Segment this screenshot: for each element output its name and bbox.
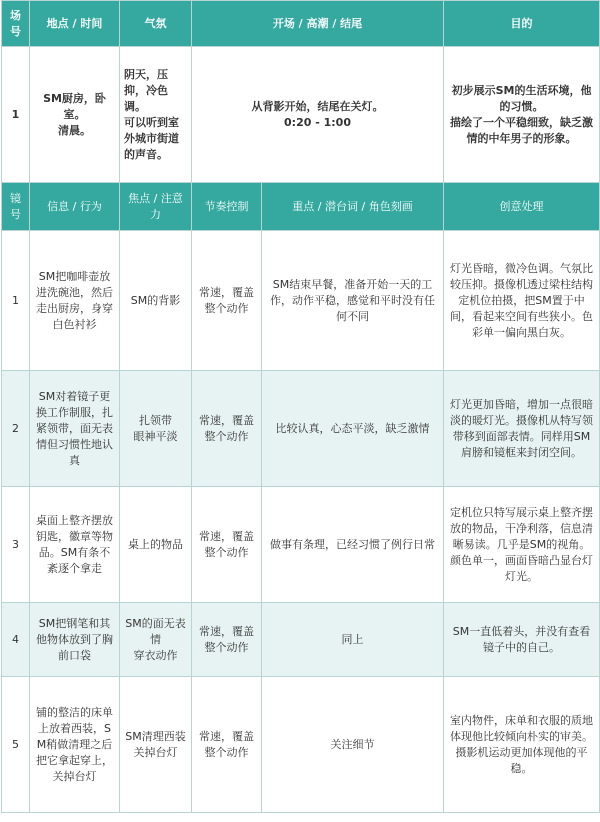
- header-arc: 开场 / 高潮 / 结尾: [192, 1, 444, 47]
- shot-rhythm: 常速，覆盖整个动作: [192, 487, 262, 603]
- shot-focus: 桌上的物品: [120, 487, 192, 603]
- scene-header-row: [2, 1, 600, 47]
- shot-creative: 室内物件，床单和衣服的质地体现他比较倾向朴实的审美。摄影机运动更加体现他的平稳。: [444, 677, 600, 813]
- shot-row: [2, 371, 600, 487]
- shot-action: SM把钢笔和其他物体放到了胸前口袋: [30, 603, 120, 677]
- shot-no: 4: [2, 603, 30, 677]
- scene-mood: 阴天，压抑，冷色调。 可以听到室外城市街道的声音。: [120, 47, 192, 183]
- header-action: 信息 / 行为: [30, 183, 120, 231]
- shot-row: [2, 603, 600, 677]
- shot-subtext: 比较认真，心态平淡，缺乏激情: [262, 371, 444, 487]
- scene-purpose: 初步展示SM的生活环境，他的习惯。 描绘了一个平稳细致，缺乏激情的中年男子的形象。: [444, 47, 600, 183]
- shot-action: 桌面上整齐摆放钥匙，徽章等物品。SM有条不紊逐个拿走: [30, 487, 120, 603]
- shot-rhythm: 常速，覆盖整个动作: [192, 371, 262, 487]
- shot-creative: SM一直低着头，并没有查看镜子中的自己。: [444, 603, 600, 677]
- shot-row: [2, 231, 600, 371]
- header-rhythm: 节奏控制: [192, 183, 262, 231]
- shot-subtext: 同上: [262, 603, 444, 677]
- shot-no: 3: [2, 487, 30, 603]
- shot-creative: 灯光昏暗，微冷色调。气氛比较压抑。摄像机透过梁柱结构定机位拍摄，把SM置于中间，看起来空间有些狭小。色彩单一偏向黑白灰。: [444, 231, 600, 371]
- header-focus: 焦点 / 注意力: [120, 183, 192, 231]
- shot-subtext: 关注细节: [262, 677, 444, 813]
- shot-rhythm: 常速，覆盖整个动作: [192, 603, 262, 677]
- storyboard-table: [1, 0, 600, 813]
- header-purpose: 目的: [444, 1, 600, 47]
- header-subtext: 重点 / 潜台词 / 角色刻画: [262, 183, 444, 231]
- shot-focus: SM的面无表情 穿衣动作: [120, 603, 192, 677]
- scene-no: 1: [2, 47, 30, 183]
- shot-focus: SM的背影: [120, 231, 192, 371]
- shot-no: 5: [2, 677, 30, 813]
- shot-focus: SM清理西装 关掉台灯: [120, 677, 192, 813]
- shot-header-row: [2, 183, 600, 231]
- shot-rhythm: 常速，覆盖整个动作: [192, 677, 262, 813]
- scene-arc: 从背影开始，结尾在关灯。 0:20 - 1:00: [192, 47, 444, 183]
- header-creative: 创意处理: [444, 183, 600, 231]
- header-mood: 气氛: [120, 1, 192, 47]
- shot-action: SM把咖啡壶放进洗碗池，然后走出厨房，身穿白色衬衫: [30, 231, 120, 371]
- shot-rhythm: 常速，覆盖整个动作: [192, 231, 262, 371]
- shot-action: SM对着镜子更换工作制服，扎紧领带，面无表情但习惯性地认真: [30, 371, 120, 487]
- shot-focus: 扎领带 眼神平淡: [120, 371, 192, 487]
- scene-place: SM厨房，卧室。 清晨。: [30, 47, 120, 183]
- shot-creative: 定机位只特写展示桌上整齐摆放的物品，干净利落，信息清晰易读。几乎是SM的视角。颜色单一，画面昏暗凸显台灯灯光。: [444, 487, 600, 603]
- header-scene-no: 场号: [2, 1, 30, 47]
- shot-subtext: 做事有条理，已经习惯了例行日常: [262, 487, 444, 603]
- header-shot-no: 镜号: [2, 183, 30, 231]
- shot-action: 铺的整洁的床单上放着西装，SM稍做清理之后把它拿起穿上，关掉台灯: [30, 677, 120, 813]
- shot-creative: 灯光更加昏暗，增加一点很暗淡的暖灯光。摄像机从特写领带移到面部表情。同样用SM肩膀和镜框来封闭空间。: [444, 371, 600, 487]
- shot-no: 1: [2, 231, 30, 371]
- scene-row: [2, 47, 600, 183]
- shot-subtext: SM结束早餐，准备开始一天的工作，动作平稳，感觉和平时没有任何不同: [262, 231, 444, 371]
- header-place-time: 地点 / 时间: [30, 1, 120, 47]
- shot-row: [2, 677, 600, 813]
- shot-row: [2, 487, 600, 603]
- shot-no: 2: [2, 371, 30, 487]
